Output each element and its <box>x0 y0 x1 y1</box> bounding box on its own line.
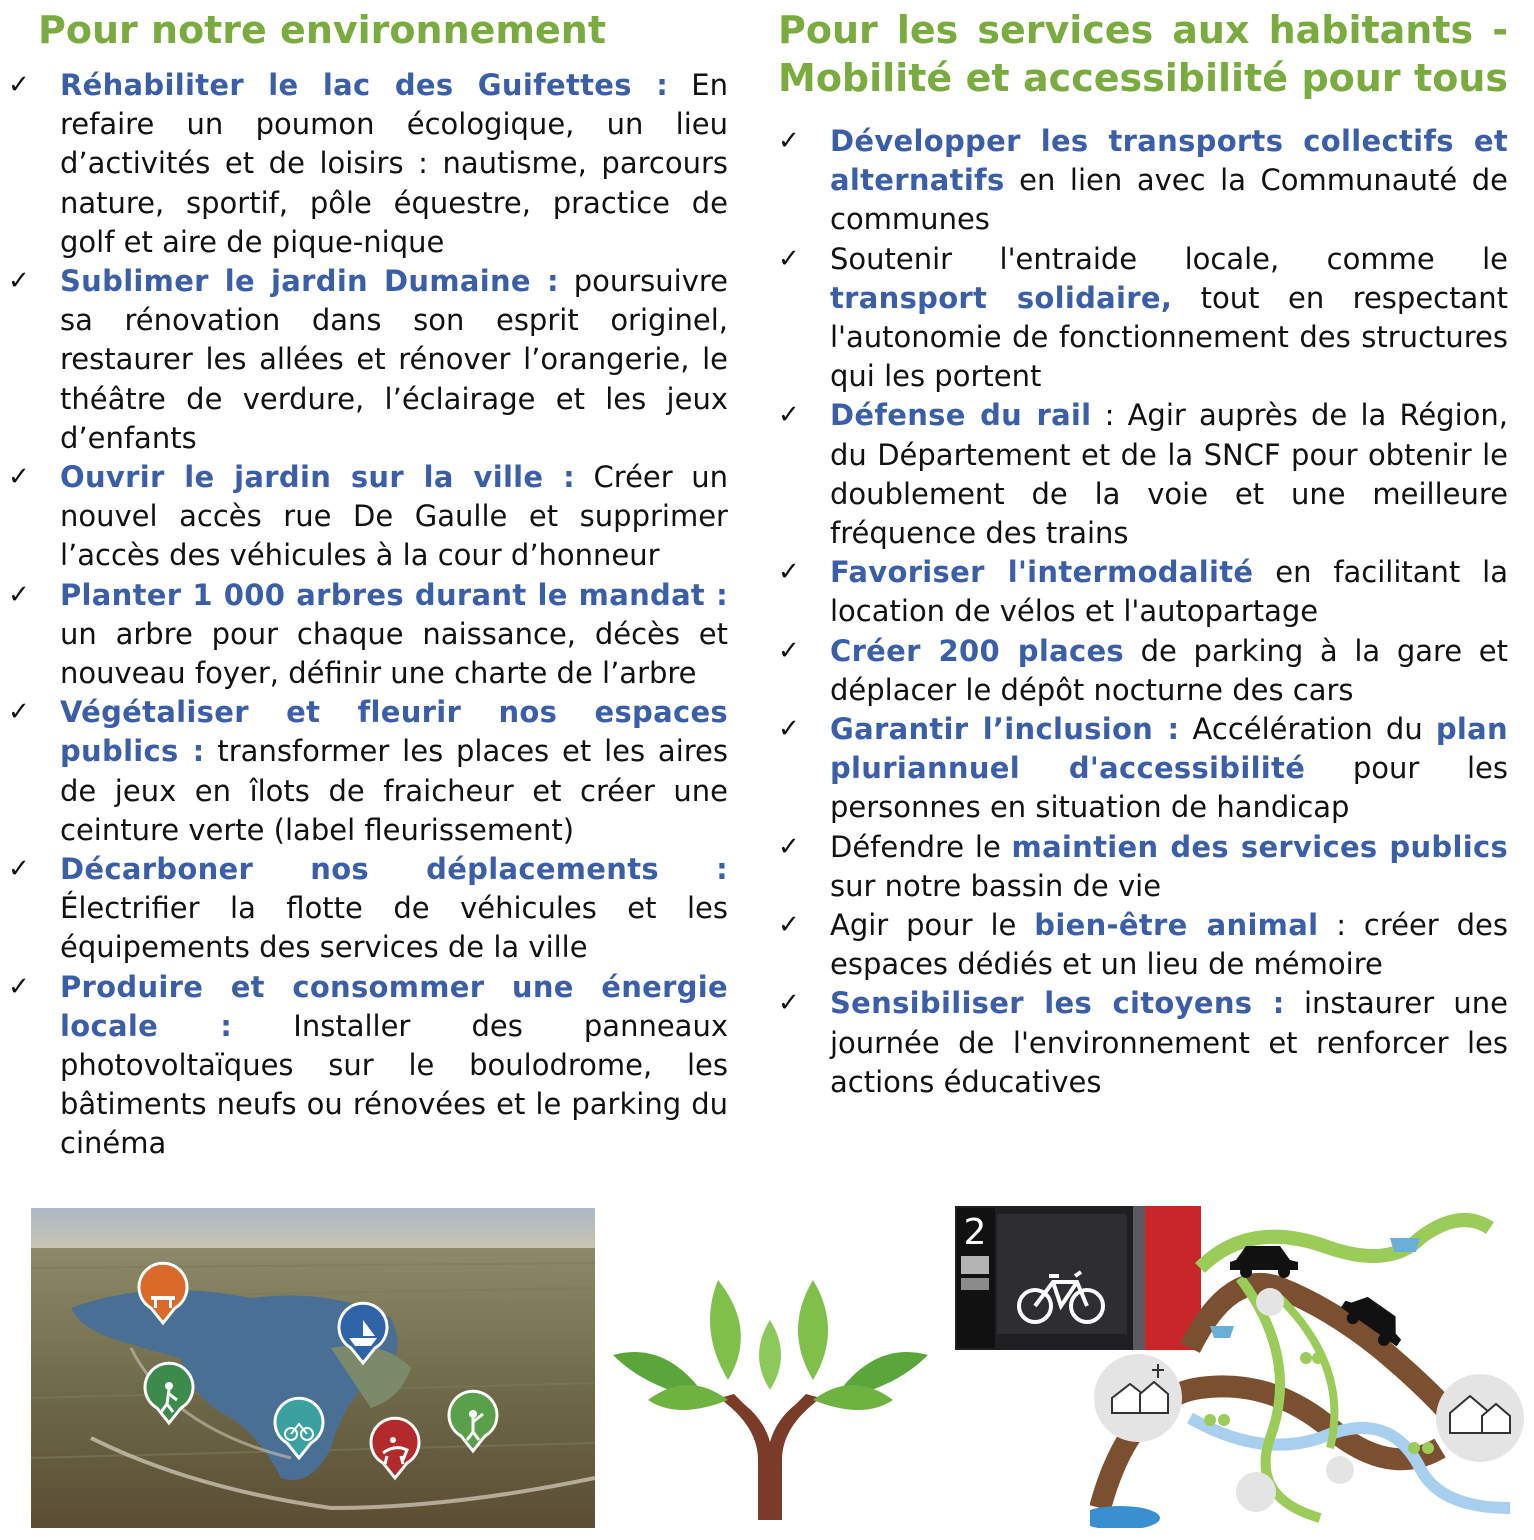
item-highlight: Sensibiliser les citoyens : <box>830 986 1285 1021</box>
item-highlight: bien-être animal <box>1034 908 1319 943</box>
checkmark-icon: ✓ <box>778 243 800 274</box>
item-text: instaurer une journée de l'environnement et renforcer les actions éducatives <box>830 986 1509 1099</box>
checkmark-icon: ✓ <box>778 126 800 156</box>
item-highlight: Planter 1 000 arbres durant le mandat : <box>60 577 728 612</box>
item-text: en facilitant la location de vélos et l'autopartage <box>830 555 1508 629</box>
item-text: en lien avec la Communauté de communes <box>830 163 1508 237</box>
services-item <box>778 122 1508 240</box>
item-text-before: Agir pour le <box>830 908 1035 943</box>
item-text: Électrifier la flotte de véhicules et les équipements des services de la ville <box>60 891 728 965</box>
item-text-before: Soutenir l'entraide locale, comme le <box>830 241 1508 276</box>
item-text: Accélération du <box>1179 712 1436 747</box>
item-text: En refaire un poumon écologique, un lieu d’activités et de loisirs : nautisme, parcours nature, sportif, pôle équestre, practice de golf et aire de pique-nique <box>60 68 729 259</box>
item-text: Créer un nouvel accès rue De Gaulle et supprimer l’accès des véhicules à la cour d’honneur <box>60 460 728 573</box>
services-item <box>778 710 1508 828</box>
services-item <box>778 240 1508 397</box>
item-highlight-2: plan pluriannuel d'accessibilité <box>830 712 1508 786</box>
environment-item <box>8 458 728 576</box>
services-item <box>778 632 1508 710</box>
checkmark-icon: ✓ <box>8 971 30 1002</box>
checkmark-icon: ✓ <box>8 462 30 493</box>
checkmark-icon: ✓ <box>8 579 30 610</box>
environment-list <box>8 66 728 1164</box>
environment-item <box>8 262 728 458</box>
checkmark-icon: ✓ <box>778 831 800 862</box>
item-highlight: Développer les transports collectifs et alternatifs <box>830 124 1508 198</box>
environment-item <box>8 968 728 1164</box>
item-highlight: Ouvrir le jardin sur la ville : <box>60 460 576 495</box>
services-heading-line2: Mobilité et accessibilité pour tous <box>778 56 1508 100</box>
lake-aerial-photo <box>31 1208 595 1528</box>
item-text: poursuivre sa rénovation dans son esprit originel, restaurer les allées et rénover l’orangerie, le théâtre de verdure, l’éclairage et les jeux d’enfants <box>60 264 728 455</box>
item-highlight: Décarboner nos déplacements : <box>60 852 728 887</box>
house-icon <box>1094 1354 1182 1442</box>
item-text: un arbre pour chaque naissance, décès et nouveau foyer, définir une charte de l’arbre <box>60 616 728 691</box>
car-number: 2 <box>963 1212 987 1253</box>
tree-illustration <box>608 1270 933 1520</box>
checkmark-icon: ✓ <box>778 988 800 1019</box>
services-heading <box>778 6 1508 102</box>
environment-item <box>8 693 728 850</box>
item-highlight: Créer 200 places <box>830 633 1124 668</box>
checkmark-icon: ✓ <box>778 714 800 745</box>
item-text: : créer des espaces dédiés et un lieu de mémoire <box>830 908 1508 982</box>
environment-item <box>8 576 728 694</box>
item-text: Installer des panneaux photovoltaïques sur le boulodrome, les bâtiments neufs ou rénovées et le parking du cinéma <box>60 1008 728 1161</box>
services-list <box>778 122 1508 1102</box>
checkmark-icon: ✓ <box>778 910 800 941</box>
checkmark-icon: ✓ <box>778 557 800 588</box>
services-column <box>778 0 1508 1102</box>
environment-column <box>8 0 728 1164</box>
item-highlight: Sublimer le jardin Dumaine : <box>60 264 559 299</box>
item-highlight: Garantir l’inclusion : <box>830 712 1180 747</box>
item-highlight: Végétaliser et fleurir nos espaces publics : <box>60 695 728 769</box>
item-highlight: Favoriser l'intermodalité <box>830 555 1254 590</box>
checkmark-icon: ✓ <box>8 70 30 100</box>
item-text: transformer les places et les aires de jeux en îlots de fraicheur et créer une ceinture verte (label fleurissement) <box>60 734 729 847</box>
checkmark-icon: ✓ <box>778 400 800 431</box>
item-highlight: Réhabiliter le lac des Guifettes : <box>60 68 669 102</box>
services-item <box>778 553 1508 631</box>
item-highlight: transport solidaire, <box>830 280 1173 315</box>
item-highlight: Produire et consommer une énergie locale : <box>60 969 728 1043</box>
services-item <box>778 396 1508 553</box>
item-text: tout en respectant l'autonomie de fonctionnement des structures qui les portent <box>830 280 1508 394</box>
checkmark-icon: ✓ <box>8 266 30 297</box>
services-item <box>778 828 1508 906</box>
item-highlight: maintien des services publics <box>1011 829 1508 864</box>
item-highlight: Défense du rail <box>830 398 1092 433</box>
lake-illustration <box>31 1208 595 1528</box>
item-text-before: Défendre le <box>830 829 1012 864</box>
checkmark-icon: ✓ <box>8 697 30 728</box>
services-heading-line1: Pour les services aux habitants - <box>778 8 1508 52</box>
checkmark-icon: ✓ <box>8 854 30 885</box>
environment-item <box>8 66 728 262</box>
item-text: de parking à la gare et déplacer le dépôt nocturne des cars <box>830 633 1508 707</box>
mobility-map-illustration <box>1090 1208 1530 1528</box>
tree-icon <box>608 1270 933 1520</box>
environment-item <box>8 850 728 968</box>
item-text: sur notre bassin de vie <box>830 868 1162 903</box>
services-item <box>778 906 1508 984</box>
environment-heading: Pour notre environnement <box>38 8 606 52</box>
item-text-after: pour les personnes en situation de handicap <box>830 751 1508 825</box>
checkmark-icon: ✓ <box>778 635 800 666</box>
item-text: : Agir auprès de la Région, du Département et de la SNCF pour obtenir le doublement de la voie et une meilleure fréquence des trains <box>830 398 1508 551</box>
services-item <box>778 984 1508 1102</box>
